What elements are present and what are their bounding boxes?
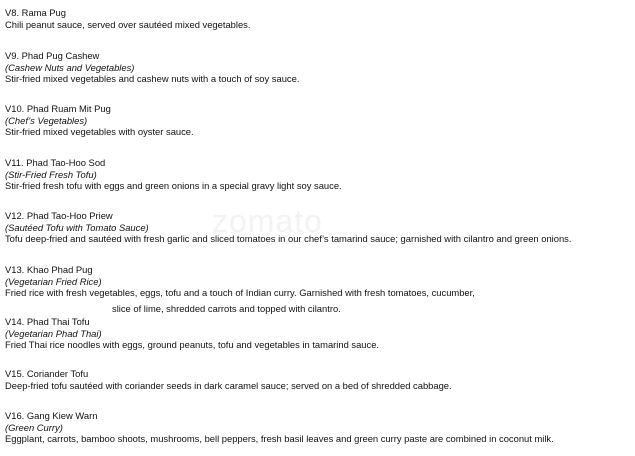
item-title: V10. Phad Ruam Mit Pug xyxy=(5,103,111,114)
item-title: V14. Phad Thai Tofu xyxy=(5,316,90,327)
item-description: Stir-fried mixed vegetables and cashew nuts with a touch of soy sauce. xyxy=(5,73,300,84)
item-title: V16. Gang Kiew Warn xyxy=(5,410,98,421)
item-title: V12. Phad Tao-Hoo Priew xyxy=(5,210,113,221)
item-description: Fried rice with fresh vegetables, eggs, tofu and a touch of Indian curry. Garnished with fresh tomatoes, cucumber, xyxy=(5,287,475,298)
menu-item-v8 xyxy=(5,7,631,30)
menu-item-v13 xyxy=(5,264,631,314)
item-description: Stir-fried fresh tofu with eggs and green onions in a special gravy light soy sauce. xyxy=(5,180,342,191)
item-description: Stir-fried mixed vegetables with oyster sauce. xyxy=(5,126,194,137)
item-description-continued: slice of lime, shredded carrots and topped with cilantro. xyxy=(112,302,341,314)
item-subtitle: (Vegetarian Fried Rice) xyxy=(5,275,102,287)
item-title: V13. Khao Phad Pug xyxy=(5,264,93,275)
item-description: Fried Thai rice noodles with eggs, ground peanuts, tofu and vegetables in tamarind sauce. xyxy=(5,339,380,350)
item-description: Chili peanut sauce, served over sautéed mixed vegetables. xyxy=(5,18,251,30)
menu-item-v16 xyxy=(5,410,631,445)
item-description: Eggplant, carrots, bamboo shoots, mushrooms, bell peppers, fresh basil leaves and green curry paste are combined in coconut milk. xyxy=(5,433,554,444)
menu-item-v15 xyxy=(5,368,631,391)
item-title: V15. Coriander Tofu xyxy=(5,368,89,379)
item-subtitle: (Cashew Nuts and Vegetables) xyxy=(5,61,135,73)
item-description: Deep-fried tofu sautéed with coriander seeds in dark caramel sauce; served on a bed of shredded cabbage. xyxy=(5,379,452,391)
item-subtitle: (Chef’s Vegetables) xyxy=(5,114,88,126)
watermark-logo: zomato xyxy=(212,203,323,239)
menu-item-v9 xyxy=(5,50,631,85)
menu-item-v10 xyxy=(5,103,631,138)
menu-item-v11 xyxy=(5,157,631,192)
item-title: V8. Rama Pug xyxy=(5,7,66,18)
item-subtitle: (Vegetarian Phad Thai) xyxy=(5,327,102,339)
item-title: V11. Phad Tao-Hoo Sod xyxy=(5,157,106,168)
menu-item-v12 xyxy=(5,210,631,245)
item-subtitle: (Green Curry) xyxy=(5,421,63,433)
item-subtitle: (Sautéed Tofu with Tomato Sauce) xyxy=(5,221,149,233)
menu-item-v14 xyxy=(5,316,631,351)
item-title: V9. Phad Pug Cashew xyxy=(5,50,100,61)
item-description: Tofu deep-fried and sautéed with fresh garlic and sliced tomatoes in our chef’s tamarind sauce; garnished with cilantro and green onions. xyxy=(5,233,572,244)
item-subtitle: (Stir-Fried Fresh Tofu) xyxy=(5,168,97,180)
